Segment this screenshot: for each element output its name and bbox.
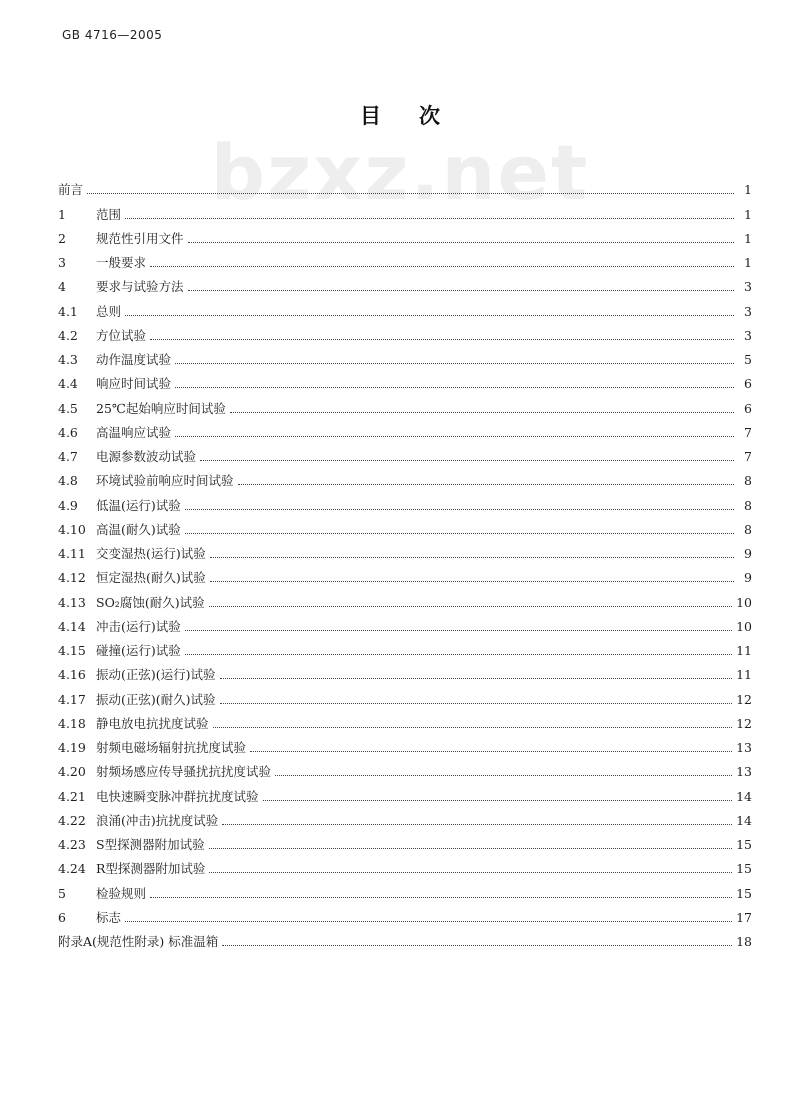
toc-dot-leader — [150, 339, 734, 340]
toc-entry[interactable] — [58, 658, 752, 682]
toc-entry[interactable] — [58, 464, 752, 488]
toc-entry-page: 8 — [744, 473, 752, 489]
toc-entry-number: 4.1 — [58, 303, 78, 319]
toc-entry-page: 3 — [744, 303, 752, 319]
toc-dot-leader — [209, 848, 733, 849]
toc-entry-number: 6 — [58, 909, 66, 925]
toc-entry[interactable] — [58, 537, 752, 561]
toc-entry-number: 4.17 — [58, 691, 86, 707]
toc-entry-number: 4 — [58, 279, 66, 295]
toc-entry-page: 1 — [744, 206, 752, 222]
toc-entry-number: 5 — [58, 885, 66, 901]
toc-entry[interactable] — [58, 319, 752, 343]
toc-entry-number: 4.3 — [58, 352, 78, 367]
toc-entry-title: 冲击(运行)试验 — [96, 618, 181, 634]
toc-entry[interactable] — [58, 585, 752, 609]
toc-dot-leader — [222, 945, 732, 946]
toc-entry-page: 10 — [736, 618, 752, 634]
toc-dot-leader — [238, 484, 734, 485]
toc-entry-title: 一般要求 — [96, 255, 147, 270]
toc-entry-title: 规范性引用文件 — [96, 230, 184, 246]
toc-entry-title: 高温响应试验 — [96, 424, 172, 440]
toc-dot-leader — [210, 581, 734, 582]
toc-entry-title: R型探测器附加试验 — [96, 861, 206, 877]
toc-entry-title: 检验规则 — [96, 885, 147, 901]
toc-entry-title: 低温(运行)试验 — [96, 497, 181, 513]
toc-dot-leader — [175, 387, 734, 388]
toc-entry-page: 6 — [744, 400, 752, 416]
toc-entry-number: 4.24 — [58, 861, 86, 877]
toc-entry[interactable] — [58, 367, 752, 391]
toc-entry-number: 4.14 — [58, 618, 86, 634]
toc-entry[interactable] — [58, 682, 752, 706]
toc-dot-leader — [150, 897, 732, 898]
toc-entry-number: 4.18 — [58, 715, 86, 731]
toc-entry-title: 高温(耐久)试验 — [96, 521, 181, 537]
toc-entry[interactable] — [58, 634, 752, 658]
toc-entry-number: 4.9 — [58, 497, 78, 513]
toc-entry[interactable] — [58, 246, 752, 270]
toc-dot-leader — [125, 315, 734, 316]
toc-entry-number: 4.19 — [58, 740, 86, 755]
toc-entry[interactable] — [58, 804, 752, 828]
toc-entry-number: 4.22 — [58, 812, 86, 828]
toc-entry-number: 4.5 — [58, 400, 78, 416]
toc-entry-title: 电源参数波动试验 — [96, 449, 197, 464]
toc-entry[interactable] — [58, 440, 752, 464]
toc-entry-page: 12 — [736, 691, 752, 707]
toc-dot-leader — [175, 436, 734, 437]
toc-entry-title: 要求与试验方法 — [96, 279, 184, 295]
toc-entry[interactable] — [58, 828, 752, 852]
toc-entry-title: 总则 — [96, 303, 122, 319]
toc-entry-title: 动作温度试验 — [96, 352, 172, 367]
toc-entry-page: 5 — [744, 352, 752, 367]
toc-entry-page: 9 — [744, 546, 752, 561]
toc-entry-page: 7 — [744, 424, 752, 440]
toc-entry[interactable] — [58, 852, 752, 876]
toc-dot-leader — [188, 242, 734, 243]
toc-dot-leader — [210, 557, 734, 558]
toc-dot-leader — [220, 678, 733, 679]
watermark: bzxz.net — [210, 128, 590, 217]
toc-entry[interactable] — [58, 391, 752, 415]
toc-entry-page: 3 — [744, 327, 752, 343]
toc-entry-page: 9 — [744, 570, 752, 586]
toc-entry-title: 电快速瞬变脉冲群抗扰度试验 — [96, 788, 259, 804]
toc-entry-title: SO₂腐蚀(耐久)试验 — [96, 594, 205, 610]
toc-entry[interactable] — [58, 731, 752, 755]
toc-entry-number: 4.7 — [58, 449, 78, 464]
toc-entry-title: 环境试验前响应时间试验 — [96, 473, 234, 489]
toc-entry-number: 4.13 — [58, 594, 86, 610]
toc-dot-leader — [185, 654, 732, 655]
toc-entry[interactable] — [58, 270, 752, 294]
toc-entry-number: 4.20 — [58, 764, 86, 780]
toc-dot-leader — [175, 363, 734, 364]
toc-entry[interactable] — [58, 294, 752, 318]
toc-dot-leader — [188, 290, 734, 291]
toc-entry[interactable] — [58, 343, 752, 367]
toc-dot-leader — [250, 751, 732, 752]
toc-dot-leader — [87, 193, 734, 194]
toc-dot-leader — [185, 630, 732, 631]
toc-entry-title: 方位试验 — [96, 327, 147, 343]
toc-dot-leader — [125, 921, 732, 922]
toc-dot-leader — [230, 412, 734, 413]
toc-dot-leader — [209, 872, 732, 873]
toc-dot-leader — [150, 266, 734, 267]
toc-entry-title: 射频电磁场辐射抗扰度试验 — [96, 740, 247, 755]
page-title — [0, 100, 800, 130]
toc-entry-page: 15 — [736, 885, 752, 901]
toc-entry-page: 7 — [744, 449, 752, 464]
title-char-1: 目 — [360, 104, 381, 128]
toc-entry-page: 13 — [736, 764, 752, 780]
toc-entry-title: 振动(正弦)(运行)试验 — [96, 667, 216, 683]
toc-entry-number: 1 — [58, 206, 66, 222]
toc-entry-title: 浪涌(冲击)抗扰度试验 — [96, 812, 219, 828]
toc-entry[interactable] — [58, 876, 752, 900]
toc-entry-page: 12 — [736, 715, 752, 731]
toc-dot-leader — [185, 509, 734, 510]
toc-entry[interactable] — [58, 925, 752, 949]
toc-entry-number: 2 — [58, 230, 66, 246]
toc-entry-page: 11 — [736, 643, 752, 658]
toc-dot-leader — [185, 533, 734, 534]
toc-entry[interactable] — [58, 707, 752, 731]
toc-entry-number: 4.21 — [58, 788, 86, 804]
toc-entry-page: 17 — [736, 909, 752, 925]
toc-entry[interactable] — [58, 488, 752, 512]
toc-dot-leader — [200, 460, 734, 461]
toc-entry[interactable] — [58, 173, 752, 197]
toc-entry-page: 14 — [736, 788, 752, 804]
toc-entry-number: 4.12 — [58, 570, 86, 586]
toc-entry-number: 4.6 — [58, 424, 78, 440]
table-of-contents — [58, 173, 752, 949]
toc-entry[interactable] — [58, 561, 752, 585]
toc-entry-title: 附录A(规范性附录) 标准温箱 — [58, 934, 219, 949]
toc-dot-leader — [220, 703, 733, 704]
toc-dot-leader — [275, 775, 732, 776]
toc-entry-title: 交变湿热(运行)试验 — [96, 546, 206, 561]
toc-entry-number: 4.11 — [58, 546, 86, 561]
toc-entry-number: 4.10 — [58, 521, 86, 537]
toc-entry-page: 14 — [736, 812, 752, 828]
toc-entry-title: 前言 — [58, 182, 84, 198]
toc-dot-leader — [209, 606, 733, 607]
toc-entry-page: 10 — [736, 594, 752, 610]
toc-entry-page: 3 — [744, 279, 752, 295]
toc-entry-page: 8 — [744, 521, 752, 537]
toc-entry-page: 18 — [736, 934, 752, 949]
toc-entry-title: 范围 — [96, 206, 122, 222]
toc-entry-title: 静电放电抗扰度试验 — [96, 715, 209, 731]
toc-entry-title: 恒定湿热(耐久)试验 — [96, 570, 206, 586]
toc-entry-page: 6 — [744, 376, 752, 392]
toc-entry-title: 响应时间试验 — [96, 376, 172, 392]
toc-entry-number: 4.4 — [58, 376, 78, 392]
toc-entry-title: 射频场感应传导骚扰抗扰度试验 — [96, 764, 272, 780]
toc-entry[interactable] — [58, 779, 752, 803]
toc-entry-number: 4.23 — [58, 837, 86, 852]
toc-entry-page: 1 — [744, 230, 752, 246]
toc-entry-title: 标志 — [96, 909, 122, 925]
toc-entry-page: 1 — [744, 255, 752, 270]
toc-entry[interactable] — [58, 755, 752, 779]
toc-entry-page: 15 — [736, 861, 752, 877]
toc-dot-leader — [222, 824, 732, 825]
title-char-2: 次 — [419, 104, 440, 128]
toc-entry-title: 振动(正弦)(耐久)试验 — [96, 691, 216, 707]
toc-entry-page: 15 — [736, 837, 752, 852]
toc-entry-page: 1 — [744, 182, 752, 198]
toc-dot-leader — [125, 218, 734, 219]
toc-entry-number: 4.16 — [58, 667, 86, 683]
toc-entry-page: 13 — [736, 740, 752, 755]
toc-entry[interactable] — [58, 416, 752, 440]
toc-entry-title: S型探测器附加试验 — [96, 837, 205, 852]
toc-entry-number: 4.8 — [58, 473, 78, 489]
toc-entry-title: 碰撞(运行)试验 — [96, 643, 181, 658]
toc-entry[interactable] — [58, 610, 752, 634]
toc-entry-number: 4.15 — [58, 643, 86, 658]
toc-entry[interactable] — [58, 222, 752, 246]
toc-entry-page: 11 — [736, 667, 752, 683]
toc-dot-leader — [263, 800, 733, 801]
standard-code: GB 4716—2005 — [62, 28, 163, 42]
toc-entry[interactable] — [58, 513, 752, 537]
toc-entry-number: 4.2 — [58, 327, 78, 343]
toc-dot-leader — [213, 727, 733, 728]
toc-entry[interactable] — [58, 197, 752, 221]
toc-entry-number: 3 — [58, 255, 66, 270]
toc-entry[interactable] — [58, 901, 752, 925]
toc-entry-title: 25℃起始响应时间试验 — [96, 400, 226, 416]
toc-entry-page: 8 — [744, 497, 752, 513]
